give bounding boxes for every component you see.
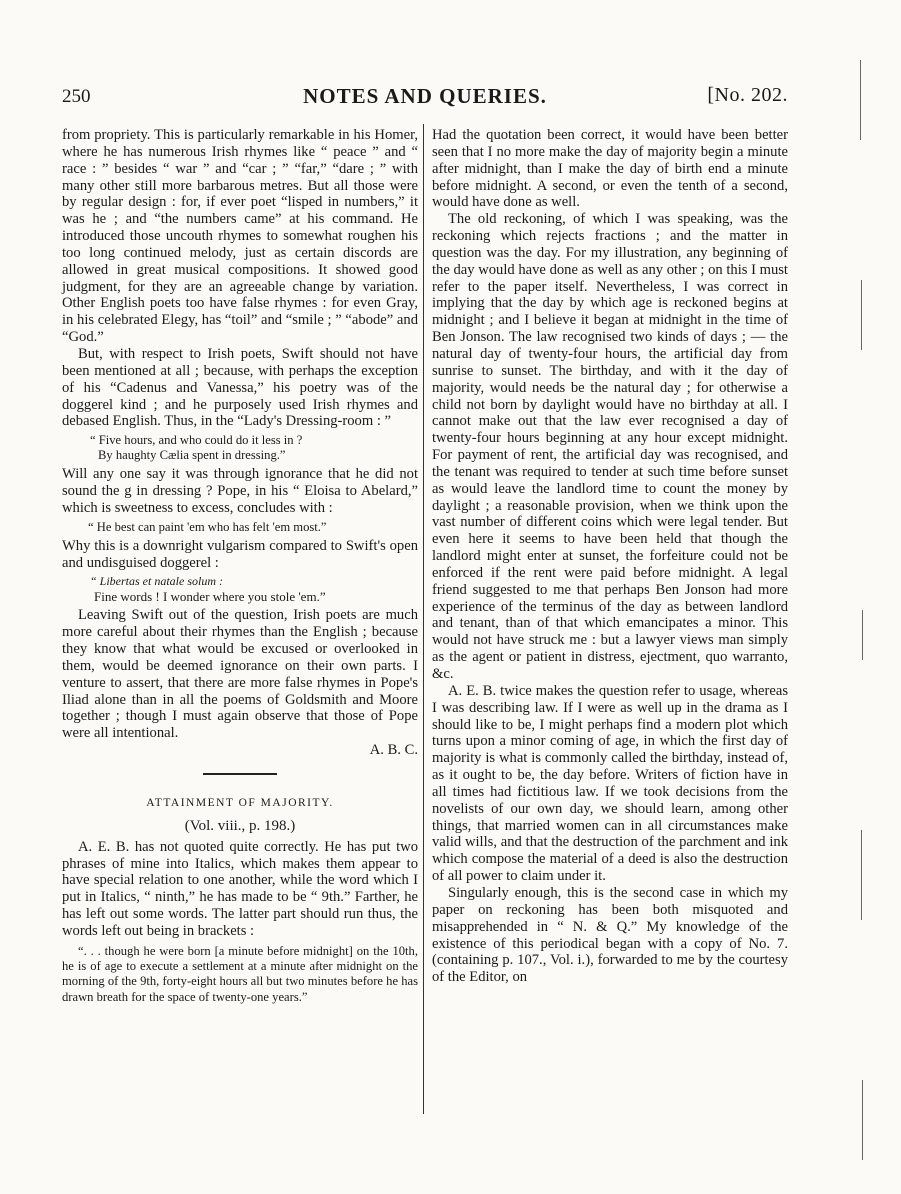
paragraph: Will any one say it was through ignorance that he did not sound the g in dressing ? Pope, in his “ Eloisa to Abelard,” which is sweetness to excess, concludes with : [62, 466, 418, 516]
issue-number: [No. 202. [707, 84, 788, 106]
paragraph: Leaving Swift out of the question, Irish poets are much more careful about their rhymes than the English ; because they know that what would be excused or overlooked in them, would be deemed ignorance on their own parts. I venture to assert, that there are more false rhymes in Pope's Iliad alone than in all the poems of Goldsmith and Moore together ; though I must again observe that those of Pope were all intentional. [62, 607, 418, 742]
signature: A. B. C. [369, 742, 418, 759]
block-quote: “. . . though he were born [a minute before midnight] on the 10th, he is of age to execute a settlement at a minute after midnight on the morning of the 9th, forty-eight hours all but two minutes before he has drawn breath for the space of twenty-one years.” [62, 943, 418, 1004]
paragraph: The old reckoning, of which I was speaking, was the reckoning which rejects fractions ; and the matter in question was the day. For my illustration, any beginning of the day would have done as well as any other ; on this I must refer to the paper itself. Nevertheless, I was correct in implying that the day by which age is reckoned begins at midnight ; and I believe it began at midnight in the time of Ben Jonson. The law recognised two kinds of days ; — the natural day of twenty-four hours, the artificial day from sunrise to sunset. The birthday, and with it the day of majority, would needs be the natural day ; for otherwise a child not born by daylight would have no birthday at all. I cannot make out that the law ever recognised a day of twenty-four hours beginning at any hour except midnight. For payment of rent, the artificial day was recognised, and the tenant was required to tender at such time before sunset as would leave the landlord time to count the money by daylight ; a reasonable provision, when we think upon the vast number of different coins which were legal tender. But even here it seems to have been held that though the landlord might enter at sunset, the forfeiture could not be enforced if the rent were paid before midnight. A legal friend suggested to me that perhaps Ben Jonson had more experience of the terminus of the day as between landlord and tenant, than of that which emancipates a minor. This would not have struck me : but a lawyer views man simply as the agent or patient in distress, ejectment, quo warranto, &c. [432, 211, 788, 682]
paragraph: from propriety. This is particularly remarkable in his Homer, where he has numerous Irish rhymes like “ peace ” and “ race : ” besides “ war ” and “car ; ” “far,” “dare ; ” with many other still more barbarous metres. But all those were by regular design : for, if ever poet “lisped in numbers,” it was he ; and “the numbers came” at his command. He introduced those uncouth rhymes to somewhat roughen his too long continued melody, just as certain discords are allowed in great musical compositions. It showed good judgment, for they are an agreeable change by variation. Other English poets too have false rhymes : for even Gray, in his celebrated Elegy, has “toil” and “smile ; ” “abode” and “God.” [62, 127, 418, 346]
verse-line: By haughty Cælia spent in dressing.” [98, 448, 286, 463]
page-number: 250 [62, 86, 91, 107]
article-reference: (Vol. viii., p. 198.) [184, 817, 296, 834]
verse-quote [62, 433, 418, 463]
verse-line: “ Libertas et natale solum : [90, 574, 224, 589]
page-header [62, 82, 788, 112]
right-column [432, 127, 788, 986]
verse-line: “ Five hours, and who could do it less in ? [90, 433, 303, 448]
paragraph: A. E. B. has not quoted quite correctly. He has put two phrases of mine into Italics, which makes them appear to have special relation to one another, while the word which I put in Italics, “ ninth,” he has made to be “ 9th.” Farther, he has left out some words. The latter part should run thus, the words left out being in brackets : [62, 838, 418, 939]
column-rule [423, 124, 424, 1114]
verse-quote [62, 574, 418, 604]
paragraph: Why this is a downright vulgarism compared to Swift's open and undisguised doggerel : [62, 537, 418, 571]
binding-edge-marks [850, 40, 890, 1180]
paragraph: Had the quotation been correct, it would have been better seen that I no more make the day of majority begin a minute after midnight, than I make the day of birth end a minute before midnight. A second, or even the tenth of a second, would have done as well. [432, 127, 788, 211]
article-title: ATTAINMENT OF MAJORITY. [146, 797, 334, 809]
running-title: NOTES AND QUERIES. [303, 84, 547, 108]
paragraph: But, with respect to Irish poets, Swift should not have been mentioned at all ; because, with perhaps the exception of his “Cadenus and Vanessa,” his poetry was of the doggerel kind ; and he purposely used Irish rhymes and debased English. Thus, in the “Lady's Dressing-room : ” [62, 345, 418, 430]
verse-quote: “ He best can paint 'em who has felt 'em most.” [88, 519, 327, 534]
verse-line: Fine words ! I wonder where you stole 'em.” [94, 589, 326, 605]
paragraph: Singularly enough, this is the second case in which my paper on reckoning has been both misquoted and misapprehended in “ N. & Q.” My knowledge of the existence of this periodical began with a copy of No. 7. (containing p. 107., Vol. i.), forwarded to me by the courtesy of the Editor, on [432, 884, 788, 986]
paragraph: A. E. B. twice makes the question refer to usage, whereas I was describing law. If I were as well up in the drama as I should like to be, I might perhaps find a modern plot which turns upon a minor coming of age, in which the first day of majority is what is commonly called the birthday, instead of, as it ought to be, the day before. Writers of fiction have in all times had fictitious law. If we took decisions from the novelists of our own day, we should learn, among other things, that married women can in all circumstances make valid wills, and that the destruction of the parchment and ink which compose the material of a deed is also the destruction of all power to claim under it. [432, 682, 788, 885]
section-divider [203, 773, 277, 775]
left-column [62, 127, 418, 1008]
